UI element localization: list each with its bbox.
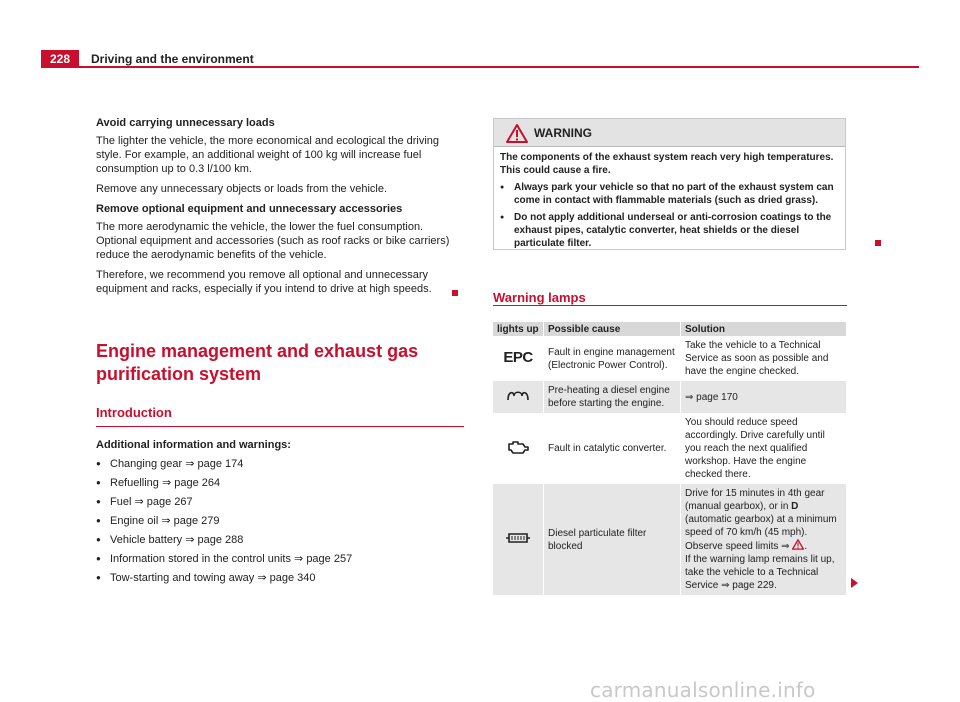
solution-cell[interactable]: ⇒ page 170 [681,381,847,413]
epc-icon: EPC [503,349,533,366]
warning-end-mark [875,240,881,246]
warning-triangle-icon [506,124,528,143]
gear-label: D [791,501,799,512]
particulate-filter-icon [505,531,531,545]
avoid-heading: Avoid carrying unnecessary loads [96,117,275,129]
header-rule [41,66,919,68]
warning-lamps-title: Warning lamps [493,290,586,305]
warning-lamps-table [493,322,847,595]
warning-item: ● Always park your vehicle so that no part of the exhaust system can come in contact with flammable materials (such as dried grass). [500,181,839,207]
list-item[interactable]: ● Tow-starting and towing away ⇒ page 340 [96,571,464,590]
continue-arrow-icon [851,578,858,588]
warning-body [494,147,845,250]
optional-heading: Remove optional equipment and unnecessary accessories [96,203,403,215]
cause-cell: Diesel particulate filter blocked [544,484,681,595]
remove-text: Remove any unnecessary objects or loads from the vehicle. [96,183,388,195]
warning-intro: The components of the exhaust system reach very high temperatures. This could cause a fire. [500,152,834,176]
table-row [493,381,847,413]
solution-text: Drive for 15 minutes in 4th gear (manual gearbox), or in [685,488,825,512]
solution-text[interactable]: If the warning lamp remains lit up, take the vehicle to a Technical Service ⇒ page 229. [685,554,835,591]
optional-text: The more aerodynamic the vehicle, the lower the fuel consumption. Optional equipment and accessories (such as roof racks or bike carriers) reduce the aerodynamic benefits of the vehicle. [96,221,450,261]
solution-cell [681,484,847,595]
section-title: Engine management and exhaust gas purification system [96,341,419,384]
list-item[interactable]: ● Engine oil ⇒ page 279 [96,514,464,533]
solution-cell: Take the vehicle to a Technical Service as soon as possible and have the engine checked. [681,336,847,381]
table-row [493,336,847,381]
cause-cell: Fault in catalytic converter. [544,413,681,484]
additional-heading: Additional information and warnings: [96,439,291,451]
lamp-icon-cell [493,413,544,484]
column-header: Possible cause [544,322,681,336]
engine-check-icon [506,439,530,455]
list-item[interactable]: ● Changing gear ⇒ page 174 [96,457,464,476]
warning-title: WARNING [534,125,592,140]
table-row [493,413,847,484]
list-item[interactable]: ● Information stored in the control units ⇒ page 257 [96,552,464,571]
column-header: lights up [493,322,544,336]
solution-text: (automatic gearbox) at a minimum speed of 70 km/h (45 mph). Observe speed limits ⇒ [685,514,837,552]
list-item[interactable]: ● Refuelling ⇒ page 264 [96,476,464,495]
cross-reference-list [96,457,464,590]
warning-box [493,118,846,250]
lamp-icon-cell [493,484,544,595]
subsection-rule [96,426,464,427]
page-number: 228 [41,50,79,68]
table-header-row [493,322,847,336]
warning-header [494,119,845,147]
warning-lamps-rule [493,305,847,306]
list-item[interactable]: ● Fuel ⇒ page 267 [96,495,464,514]
subsection-title: Introduction [96,405,172,420]
solution-cell: You should reduce speed accordingly. Drive carefully until you reach the next qualified workshop. Have the engine checked there. [681,413,847,484]
list-item[interactable]: ● Vehicle battery ⇒ page 288 [96,533,464,552]
left-column [96,116,464,296]
recommend-text: Therefore, we recommend you remove all optional and unnecessary equipment and racks, especially if you intend to drive at high speeds. [96,269,432,295]
lamp-icon-cell [493,336,544,381]
additional-info [96,438,464,590]
glow-plug-icon [506,388,530,402]
lamp-icon-cell [493,381,544,413]
solution-text: . [804,541,808,552]
avoid-text: The lighter the vehicle, the more economical and ecological the driving style. For example, an additional weight of 100 kg will increase fuel consumption up to 0.3 l/100 km. [96,135,440,175]
warning-triangle-icon[interactable] [792,539,804,550]
warning-item: ● Do not apply additional underseal or anti-corrosion coatings to the exhaust pipes, catalytic converter, heat shields or the diesel particulate filter. [500,211,839,250]
running-title: Driving and the environment [91,52,254,66]
watermark: carmanualsonline.info [590,678,816,702]
cause-cell: Pre-heating a diesel engine before starting the engine. [544,381,681,413]
section-end-mark [452,290,458,296]
table-row [493,484,847,595]
column-header: Solution [681,322,847,336]
cause-cell: Fault in engine management (Electronic Power Control). [544,336,681,381]
